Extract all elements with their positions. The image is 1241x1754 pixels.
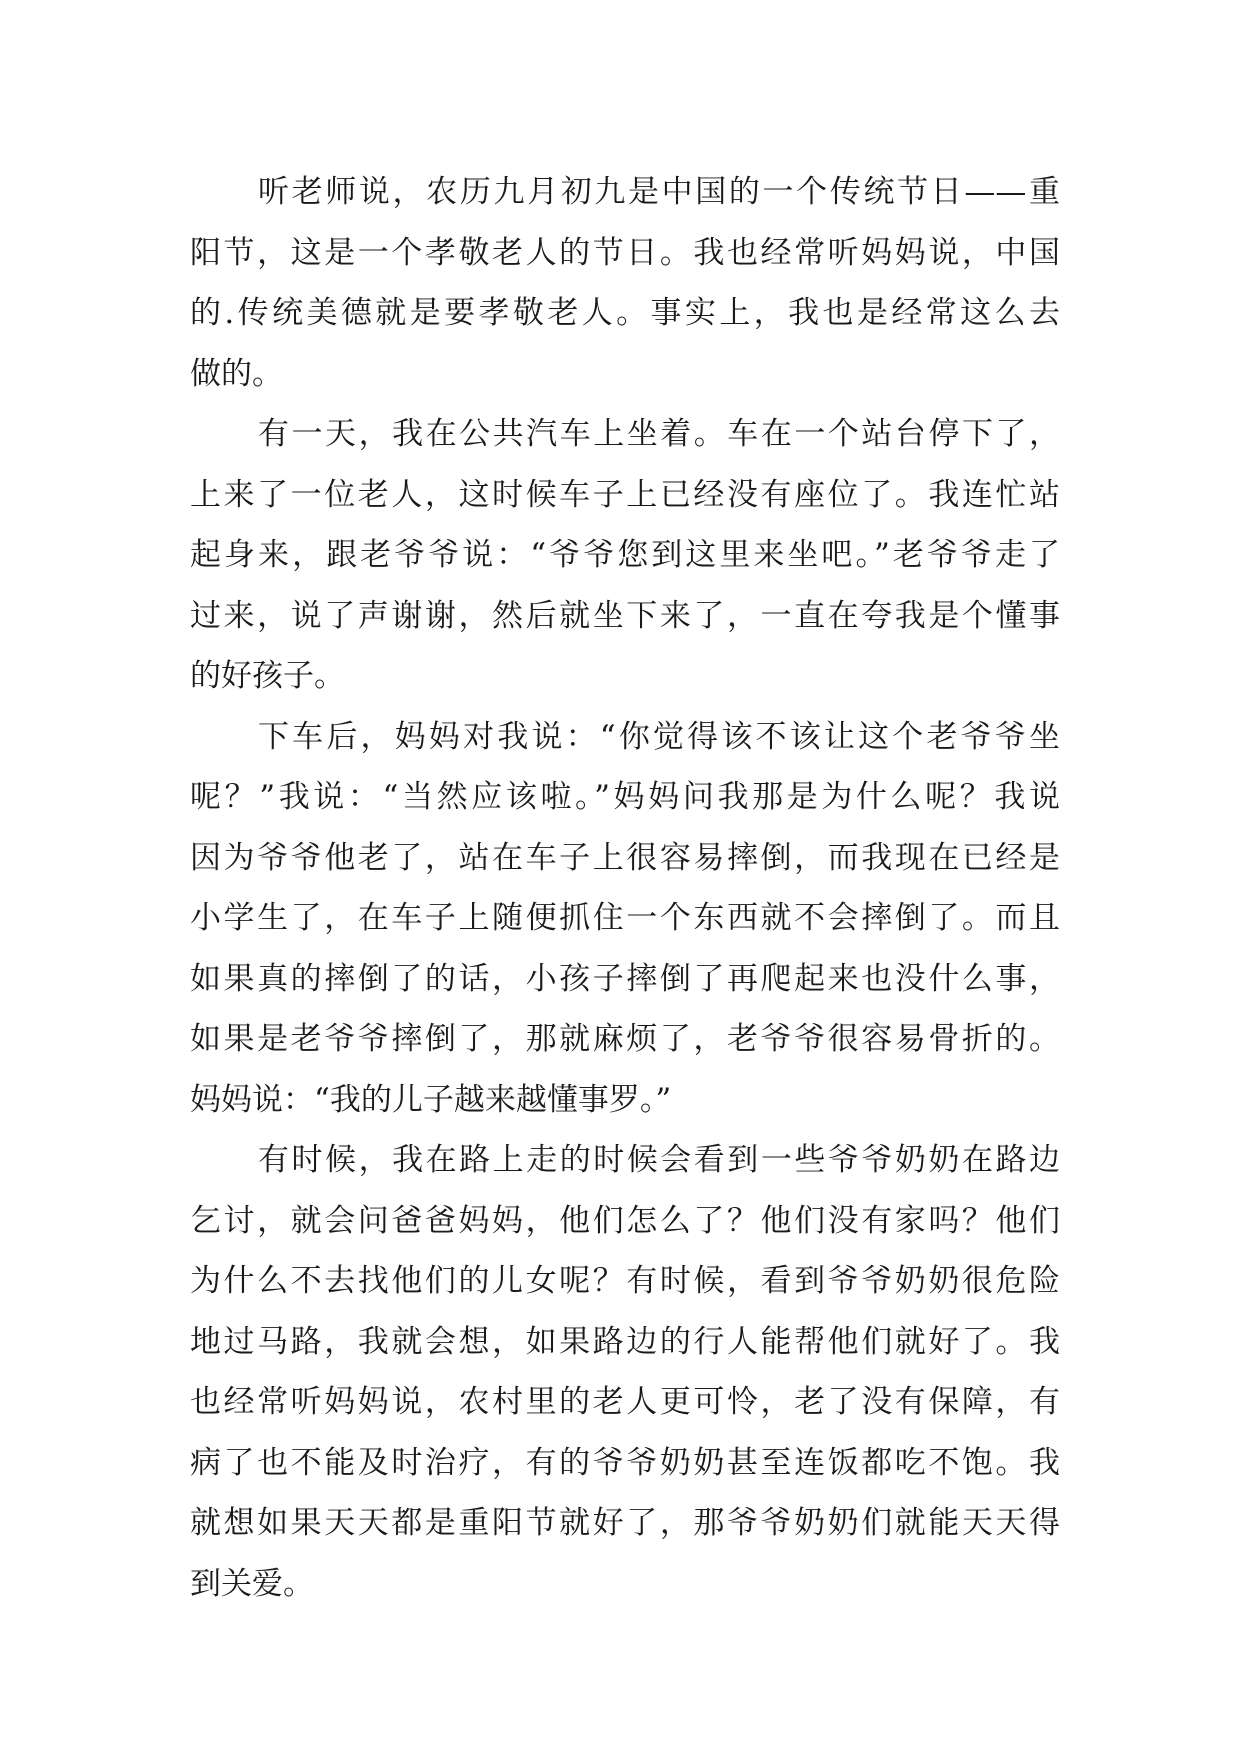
paragraph-4-line-7: 就想如果天天都是重阳节就好了，那爷爷奶奶们就能天天得 xyxy=(190,1505,1060,1541)
body-text xyxy=(190,162,1060,1614)
paragraph-3-line-1: 下车后，妈妈对我说：“你觉得该不该让这个老爷爷坐 xyxy=(258,718,1060,755)
paragraph-4-line-4: 地过马路，我就会想，如果路边的行人能帮他们就好了。我 xyxy=(190,1323,1060,1360)
paragraph-4-line-3: 为什么不去找他们的儿女呢？有时候，看到爷爷奶奶很危险 xyxy=(190,1263,1060,1299)
paragraph-3-line-5: 如果真的摔倒了的话，小孩子摔倒了再爬起来也没什么事， xyxy=(190,960,1060,997)
paragraph-4-line-5: 也经常听妈妈说，农村里的老人更可怜，老了没有保障，有 xyxy=(190,1384,1060,1420)
paragraph-4-line-2: 乞讨，就会问爸爸妈妈，他们怎么了？他们没有家吗？他们 xyxy=(190,1202,1060,1239)
paragraph-4-line-1: 有时候，我在路上走的时候会看到一些爷爷奶奶在路边 xyxy=(258,1142,1060,1178)
paragraph-1-line-3: 的.传统美德就是要孝敬老人。事实上，我也是经常这么去 xyxy=(190,295,1060,331)
paragraph-1-line-2: 阳节，这是一个孝敬老人的节日。我也经常听妈妈说，中国 xyxy=(190,234,1060,271)
paragraph-2-line-2: 上来了一位老人，这时候车子上已经没有座位了。我连忙站 xyxy=(190,476,1060,513)
paragraph-1-line-4: 做的。 xyxy=(190,355,283,392)
paragraph-3-line-3: 因为爷爷他老了，站在车子上很容易摔倒，而我现在已经是 xyxy=(190,839,1060,876)
paragraph-2-line-5: 的好孩子。 xyxy=(190,658,345,694)
paragraph-2-line-1: 有一天，我在公共汽车上坐着。车在一个站台停下了， xyxy=(258,416,1060,452)
paragraph-2-line-3: 起身来，跟老爷爷说：“爷爷您到这里来坐吧。”老爷爷走了 xyxy=(190,537,1060,573)
paragraph-3-line-6: 如果是老爷爷摔倒了，那就麻烦了，老爷爷很容易骨折的。 xyxy=(190,1021,1060,1057)
paragraph-2-line-4: 过来，说了声谢谢，然后就坐下来了，一直在夸我是个懂事 xyxy=(190,597,1060,634)
paragraph-3-line-7: 妈妈说：“我的儿子越来越懂事罗。” xyxy=(190,1081,672,1118)
paragraph-3-line-2: 呢？”我说：“当然应该啦。”妈妈问我那是为什么呢？我说 xyxy=(190,779,1060,815)
paragraph-1-line-1: 听老师说，农历九月初九是中国的一个传统节日——重 xyxy=(258,174,1060,210)
paragraph-4-line-8: 到关爱。 xyxy=(190,1565,314,1602)
paragraph-4-line-6: 病了也不能及时治疗，有的爷爷奶奶甚至连饭都吃不饱。我 xyxy=(190,1444,1060,1481)
paragraph-3-line-4: 小学生了，在车子上随便抓住一个东西就不会摔倒了。而且 xyxy=(190,900,1060,936)
